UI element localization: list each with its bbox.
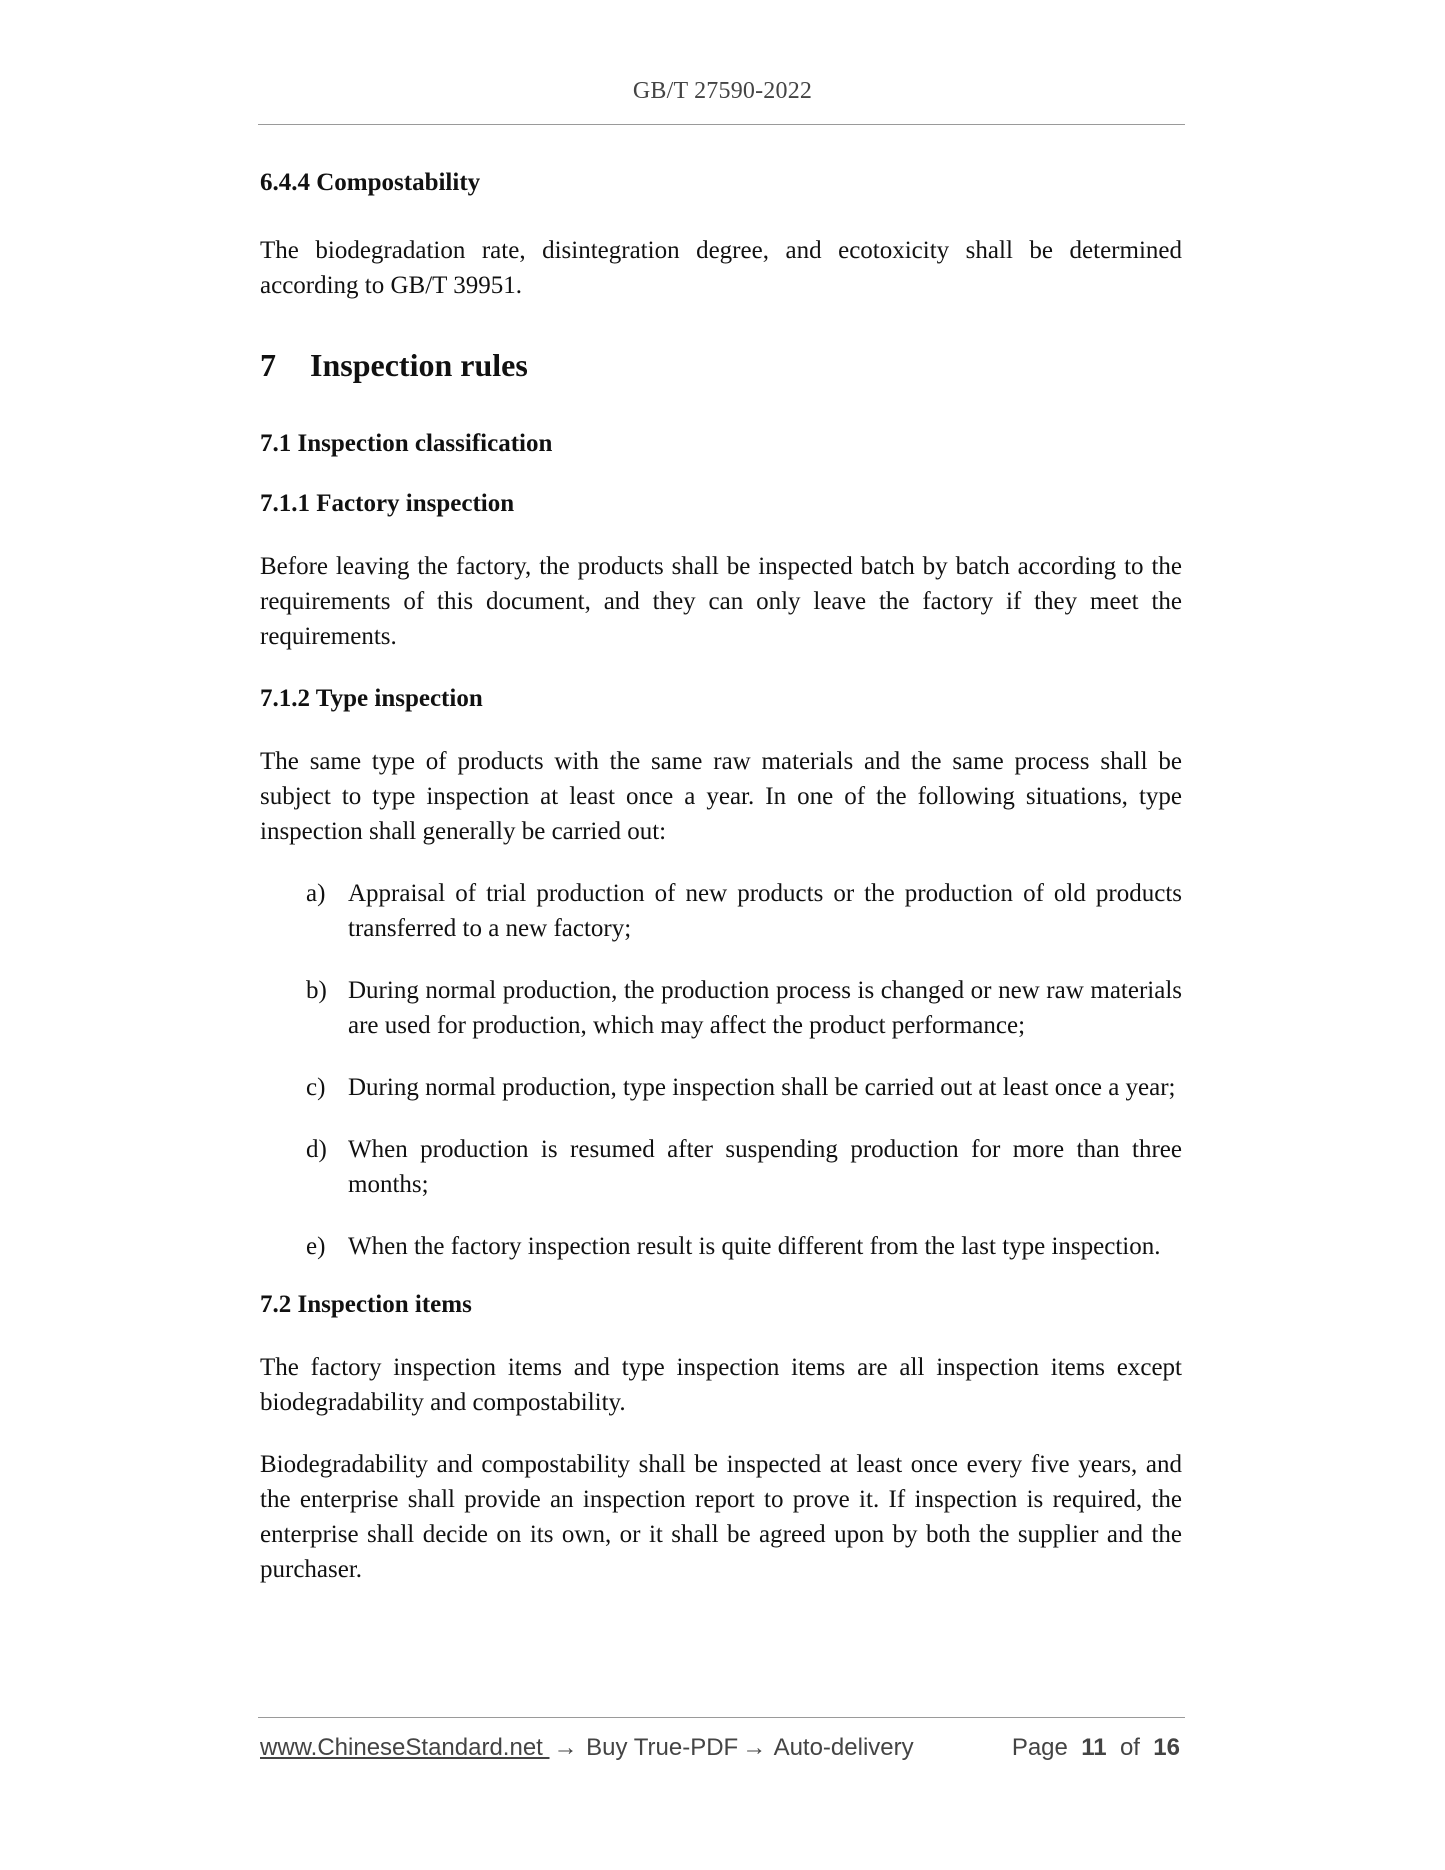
header-divider: [258, 124, 1185, 125]
chinesestandard-link[interactable]: www.ChineseStandard.net: [260, 1734, 550, 1761]
list-marker: e): [306, 1233, 326, 1260]
list-marker: b): [306, 977, 327, 1004]
heading-7-1: 7.1 Inspection classification: [260, 430, 553, 457]
heading-6-4-4: 6.4.4 Compostability: [260, 169, 481, 196]
auto-delivery-text: Auto-delivery: [773, 1734, 914, 1761]
list-item-text: When production is resumed after suspending production for more than three months;: [348, 1136, 1182, 1198]
arrow-right-icon: →: [742, 1734, 767, 1761]
list-item: [260, 1229, 1182, 1264]
page-total: 16: [1153, 1734, 1180, 1761]
footer-divider: [258, 1717, 1185, 1718]
list-marker: a): [306, 880, 326, 907]
heading-7: [260, 345, 1182, 385]
heading-7-1-2: 7.1.2 Type inspection: [260, 685, 483, 712]
list-item: [260, 973, 1182, 1043]
type-inspection-situations-list: [260, 876, 1182, 1264]
list-marker: c): [306, 1074, 326, 1101]
paragraph-inspection-items: The factory inspection items and type inspection items are all inspection items except biodegradability and compostability.: [260, 1354, 1182, 1416]
page-number: [1012, 1734, 1180, 1762]
footer-links: [260, 1734, 914, 1762]
list-item-text: During normal production, type inspection shall be carried out at least once a year;: [348, 1074, 1176, 1101]
heading-7-1-1: 7.1.1 Factory inspection: [260, 490, 515, 517]
page-content: [260, 166, 1182, 1587]
arrow-right-icon: →: [553, 1734, 578, 1761]
list-marker: d): [306, 1136, 327, 1163]
paragraph-factory-inspection: Before leaving the factory, the products shall be inspected batch by batch according to the requirements of this document, and they can only leave the factory if they meet the requirements.: [260, 553, 1182, 650]
paragraph-type-inspection: The same type of products with the same raw materials and the same process shall be subject to type inspection at least once a year. In one of the following situations, type inspection shall generally be carried out:: [260, 748, 1182, 845]
page-footer: [260, 1734, 1182, 1768]
page-current: 11: [1081, 1734, 1107, 1761]
list-item: [260, 1132, 1182, 1202]
page-label: Page: [1011, 1734, 1068, 1761]
document-header: GB/T 27590-2022: [632, 78, 813, 104]
list-item: [260, 1070, 1182, 1105]
heading-7-number: 7: [260, 347, 276, 383]
buy-true-pdf-text: Buy True-PDF: [586, 1734, 739, 1761]
page-of: of: [1119, 1734, 1140, 1761]
heading-7-title: Inspection rules: [310, 347, 528, 383]
list-item-text: During normal production, the production process is changed or new raw materials are used for production, which may affect the product performance;: [348, 977, 1182, 1039]
list-item: [260, 876, 1182, 946]
paragraph-compostability: The biodegradation rate, disintegration degree, and ecotoxicity shall be determined according to GB/T 39951.: [260, 237, 1182, 299]
list-item-text: When the factory inspection result is quite different from the last type inspection.: [348, 1233, 1161, 1260]
paragraph-biodegradability-frequency: Biodegradability and compostability shall be inspected at least once every five years, and the enterprise shall provide an inspection report to prove it. If inspection is required, the enterprise shall decide on its own, or it shall be agreed upon by both the supplier and the purchaser.: [260, 1451, 1182, 1583]
list-item-text: Appraisal of trial production of new products or the production of old products transferred to a new factory;: [348, 880, 1182, 942]
heading-7-2: 7.2 Inspection items: [260, 1291, 472, 1318]
